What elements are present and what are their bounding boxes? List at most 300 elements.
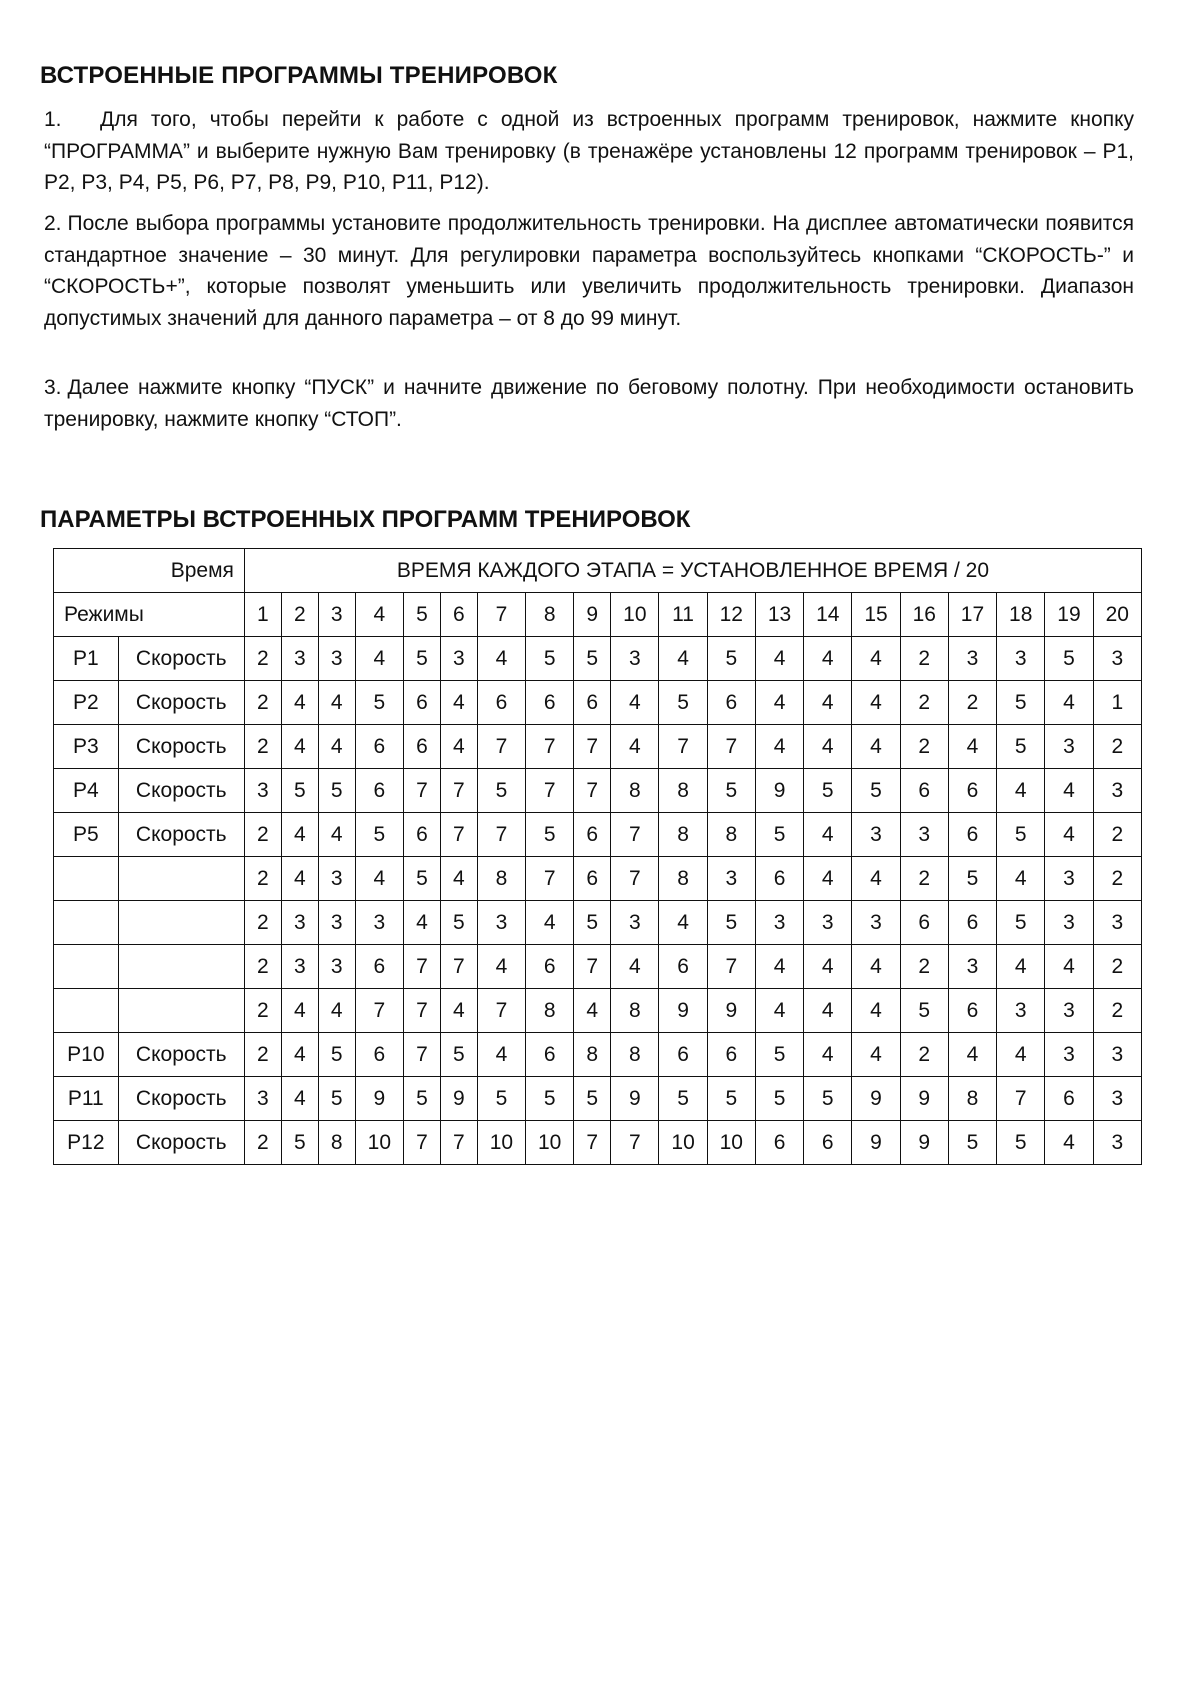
table-body (54, 549, 1142, 1165)
speed-value-cell: 4 (281, 1077, 318, 1121)
speed-value-cell: 2 (244, 857, 281, 901)
instruction-paragraph-2 (44, 208, 1134, 334)
speed-value-cell: 5 (804, 1077, 852, 1121)
speed-value-cell: 8 (659, 769, 707, 813)
speed-value-cell: 3 (1093, 637, 1141, 681)
speed-value-cell: 3 (997, 989, 1045, 1033)
speed-value-cell: 4 (804, 725, 852, 769)
metric-label-cell: Скорость (118, 1077, 244, 1121)
program-name-cell (54, 857, 119, 901)
speed-value-cell: 5 (997, 813, 1045, 857)
speed-value-cell: 3 (318, 945, 355, 989)
speed-value-cell: 5 (526, 1077, 574, 1121)
metric-label-cell: Скорость (118, 725, 244, 769)
speed-value-cell: 4 (755, 725, 803, 769)
speed-value-cell: 4 (659, 901, 707, 945)
program-name-cell: P11 (54, 1077, 119, 1121)
metric-label-cell (118, 989, 244, 1033)
speed-value-cell: 5 (574, 1077, 611, 1121)
speed-value-cell: 4 (440, 857, 477, 901)
speed-value-cell: 4 (804, 813, 852, 857)
speed-value-cell: 4 (281, 989, 318, 1033)
speed-value-cell: 3 (611, 901, 659, 945)
speed-value-cell: 4 (281, 1033, 318, 1077)
stage-number-cell: 2 (281, 593, 318, 637)
speed-value-cell: 4 (477, 1033, 525, 1077)
paragraph-text: Далее нажмите кнопку “ПУСК” и начните движение по беговому полотну. При необходимости остановить тренировку, нажмите кнопку “СТОП”. (44, 376, 1134, 431)
speed-value-cell: 4 (318, 681, 355, 725)
speed-value-cell: 4 (659, 637, 707, 681)
speed-value-cell: 5 (707, 637, 755, 681)
speed-value-cell: 4 (948, 725, 996, 769)
speed-value-cell: 4 (1045, 681, 1093, 725)
program-row (54, 857, 1142, 901)
speed-value-cell: 4 (318, 989, 355, 1033)
stage-number-cell: 8 (526, 593, 574, 637)
speed-value-cell: 7 (355, 989, 403, 1033)
speed-value-cell: 10 (355, 1121, 403, 1165)
program-name-cell: P1 (54, 637, 119, 681)
speed-value-cell: 5 (318, 769, 355, 813)
speed-value-cell: 4 (997, 769, 1045, 813)
speed-value-cell: 9 (852, 1077, 900, 1121)
program-name-cell: P5 (54, 813, 119, 857)
speed-value-cell: 5 (659, 1077, 707, 1121)
speed-value-cell: 4 (804, 681, 852, 725)
speed-value-cell: 3 (318, 901, 355, 945)
stage-number-cell: 3 (318, 593, 355, 637)
speed-value-cell: 4 (852, 1033, 900, 1077)
speed-value-cell: 4 (611, 945, 659, 989)
speed-value-cell: 4 (755, 637, 803, 681)
speed-value-cell: 5 (318, 1033, 355, 1077)
speed-value-cell: 6 (707, 1033, 755, 1077)
speed-value-cell: 3 (611, 637, 659, 681)
instruction-paragraph-3 (44, 372, 1134, 435)
speed-value-cell: 3 (281, 945, 318, 989)
speed-value-cell: 6 (526, 681, 574, 725)
speed-value-cell: 6 (574, 857, 611, 901)
speed-value-cell: 4 (355, 637, 403, 681)
speed-value-cell: 7 (574, 1121, 611, 1165)
speed-value-cell: 6 (355, 725, 403, 769)
metric-label-cell (118, 945, 244, 989)
speed-value-cell: 3 (900, 813, 948, 857)
speed-value-cell: 4 (1045, 1121, 1093, 1165)
speed-value-cell: 5 (403, 857, 440, 901)
speed-value-cell: 8 (948, 1077, 996, 1121)
speed-value-cell: 4 (281, 681, 318, 725)
stage-number-cell: 10 (611, 593, 659, 637)
speed-value-cell: 4 (281, 813, 318, 857)
speed-value-cell: 7 (611, 813, 659, 857)
speed-value-cell: 8 (574, 1033, 611, 1077)
speed-value-cell: 5 (574, 637, 611, 681)
stage-number-cell: 4 (355, 593, 403, 637)
speed-value-cell: 4 (755, 989, 803, 1033)
speed-value-cell: 3 (755, 901, 803, 945)
speed-value-cell: 4 (997, 1033, 1045, 1077)
stage-number-cell: 11 (659, 593, 707, 637)
speed-value-cell: 5 (852, 769, 900, 813)
speed-value-cell: 4 (852, 945, 900, 989)
speed-value-cell: 5 (997, 901, 1045, 945)
speed-value-cell: 7 (440, 813, 477, 857)
paragraph-text: После выбора программы установите продолжительность тренировки. На дисплее автоматически появится стандартное значение – 30 минут. Для регулировки параметра воспользуйтесь кнопками “СКОРОСТЬ-” и “СКОРОСТЬ+”, которые позволят уменьшить или увеличить продолжительность тренировки. Диапазон допустимых значений для данного параметра – от 8 до 99 минут. (44, 212, 1134, 330)
program-name-cell: P12 (54, 1121, 119, 1165)
speed-value-cell: 7 (526, 725, 574, 769)
speed-value-cell: 5 (804, 769, 852, 813)
speed-value-cell: 2 (244, 813, 281, 857)
metric-label-cell (118, 901, 244, 945)
speed-value-cell: 6 (403, 681, 440, 725)
metric-label-cell: Скорость (118, 637, 244, 681)
speed-value-cell: 3 (477, 901, 525, 945)
program-row (54, 725, 1142, 769)
speed-value-cell: 6 (755, 1121, 803, 1165)
speed-value-cell: 3 (244, 769, 281, 813)
header-row-time (54, 549, 1142, 593)
speed-value-cell: 7 (477, 813, 525, 857)
speed-value-cell: 8 (611, 989, 659, 1033)
instruction-paragraph-1 (44, 104, 1134, 199)
speed-value-cell: 4 (852, 857, 900, 901)
stage-number-cell: 16 (900, 593, 948, 637)
speed-value-cell: 7 (997, 1077, 1045, 1121)
speed-value-cell: 4 (997, 945, 1045, 989)
speed-value-cell: 9 (659, 989, 707, 1033)
speed-value-cell: 5 (948, 1121, 996, 1165)
speed-value-cell: 5 (526, 813, 574, 857)
speed-value-cell: 2 (244, 945, 281, 989)
speed-value-cell: 7 (611, 857, 659, 901)
speed-value-cell: 4 (804, 989, 852, 1033)
speed-value-cell: 5 (755, 1077, 803, 1121)
program-name-cell: P10 (54, 1033, 119, 1077)
section-title-builtin-programs: ВСТРОЕННЫЕ ПРОГРАММЫ ТРЕНИРОВОК (40, 62, 558, 89)
speed-value-cell: 7 (611, 1121, 659, 1165)
speed-value-cell: 5 (997, 725, 1045, 769)
speed-value-cell: 5 (659, 681, 707, 725)
speed-value-cell: 4 (1045, 769, 1093, 813)
program-name-cell (54, 901, 119, 945)
speed-value-cell: 5 (355, 813, 403, 857)
speed-value-cell: 10 (526, 1121, 574, 1165)
speed-value-cell: 4 (852, 681, 900, 725)
speed-value-cell: 5 (997, 1121, 1045, 1165)
metric-label-cell: Скорость (118, 1033, 244, 1077)
stage-number-cell: 6 (440, 593, 477, 637)
stage-number-cell: 13 (755, 593, 803, 637)
metric-label-cell: Скорость (118, 681, 244, 725)
speed-value-cell: 2 (244, 681, 281, 725)
speed-value-cell: 5 (574, 901, 611, 945)
speed-value-cell: 9 (900, 1121, 948, 1165)
speed-value-cell: 2 (244, 637, 281, 681)
speed-value-cell: 5 (707, 1077, 755, 1121)
speed-value-cell: 6 (477, 681, 525, 725)
speed-value-cell: 7 (574, 769, 611, 813)
section-title-program-parameters: ПАРАМЕТРЫ ВСТРОЕННЫХ ПРОГРАММ ТРЕНИРОВОК (40, 506, 691, 533)
speed-value-cell: 6 (526, 1033, 574, 1077)
speed-value-cell: 7 (403, 769, 440, 813)
speed-value-cell: 9 (355, 1077, 403, 1121)
speed-value-cell: 6 (900, 901, 948, 945)
speed-value-cell: 3 (244, 1077, 281, 1121)
speed-value-cell: 8 (318, 1121, 355, 1165)
speed-value-cell: 1 (1093, 681, 1141, 725)
speed-value-cell: 6 (948, 989, 996, 1033)
speed-value-cell: 6 (355, 945, 403, 989)
speed-value-cell: 6 (355, 769, 403, 813)
speed-value-cell: 5 (440, 1033, 477, 1077)
speed-value-cell: 6 (574, 813, 611, 857)
speed-value-cell: 2 (244, 901, 281, 945)
program-parameters-table (53, 548, 1142, 1165)
speed-value-cell: 5 (707, 901, 755, 945)
speed-value-cell: 4 (1045, 945, 1093, 989)
speed-value-cell: 4 (440, 989, 477, 1033)
speed-value-cell: 4 (526, 901, 574, 945)
speed-value-cell: 2 (900, 637, 948, 681)
speed-value-cell: 6 (574, 681, 611, 725)
speed-value-cell: 2 (244, 989, 281, 1033)
paragraph-number: 3. (44, 376, 62, 399)
speed-value-cell: 4 (477, 945, 525, 989)
speed-value-cell: 4 (852, 989, 900, 1033)
speed-value-cell: 7 (574, 945, 611, 989)
speed-value-cell: 4 (440, 725, 477, 769)
speed-value-cell: 5 (440, 901, 477, 945)
speed-value-cell: 6 (403, 813, 440, 857)
speed-value-cell: 9 (440, 1077, 477, 1121)
speed-value-cell: 9 (707, 989, 755, 1033)
speed-value-cell: 3 (948, 945, 996, 989)
speed-value-cell: 6 (755, 857, 803, 901)
speed-value-cell: 4 (611, 725, 659, 769)
speed-value-cell: 4 (852, 725, 900, 769)
speed-value-cell: 3 (1093, 1033, 1141, 1077)
speed-value-cell: 2 (900, 945, 948, 989)
speed-value-cell: 3 (1045, 725, 1093, 769)
speed-value-cell: 3 (1093, 901, 1141, 945)
speed-value-cell: 4 (477, 637, 525, 681)
speed-value-cell: 6 (900, 769, 948, 813)
speed-value-cell: 7 (440, 769, 477, 813)
speed-value-cell: 6 (804, 1121, 852, 1165)
speed-value-cell: 5 (403, 637, 440, 681)
speed-value-cell: 3 (1045, 857, 1093, 901)
speed-value-cell: 9 (900, 1077, 948, 1121)
speed-value-cell: 8 (611, 769, 659, 813)
speed-value-cell: 6 (526, 945, 574, 989)
speed-value-cell: 5 (997, 681, 1045, 725)
speed-value-cell: 2 (1093, 813, 1141, 857)
stage-number-cell: 17 (948, 593, 996, 637)
stage-number-cell: 5 (403, 593, 440, 637)
paragraph-number: 2. (44, 212, 62, 235)
speed-value-cell: 7 (403, 989, 440, 1033)
program-row (54, 989, 1142, 1033)
speed-value-cell: 2 (244, 725, 281, 769)
stage-number-cell: 18 (997, 593, 1045, 637)
speed-value-cell: 2 (900, 725, 948, 769)
speed-value-cell: 3 (948, 637, 996, 681)
speed-value-cell: 5 (477, 769, 525, 813)
speed-value-cell: 5 (948, 857, 996, 901)
speed-value-cell: 3 (1093, 769, 1141, 813)
speed-value-cell: 2 (900, 1033, 948, 1077)
speed-value-cell: 2 (900, 681, 948, 725)
speed-value-cell: 4 (804, 857, 852, 901)
program-row (54, 769, 1142, 813)
speed-value-cell: 5 (1045, 637, 1093, 681)
speed-value-cell: 9 (852, 1121, 900, 1165)
speed-value-cell: 2 (1093, 725, 1141, 769)
speed-value-cell: 2 (900, 857, 948, 901)
speed-value-cell: 4 (574, 989, 611, 1033)
speed-value-cell: 8 (659, 857, 707, 901)
speed-value-cell: 5 (355, 681, 403, 725)
speed-value-cell: 6 (355, 1033, 403, 1077)
speed-value-cell: 7 (526, 769, 574, 813)
modes-label-cell: Режимы (54, 593, 245, 637)
speed-value-cell: 4 (804, 637, 852, 681)
speed-value-cell: 7 (403, 945, 440, 989)
speed-value-cell: 7 (526, 857, 574, 901)
speed-value-cell: 10 (707, 1121, 755, 1165)
metric-label-cell: Скорость (118, 1121, 244, 1165)
speed-value-cell: 4 (318, 813, 355, 857)
speed-value-cell: 3 (1045, 989, 1093, 1033)
stage-number-cell: 15 (852, 593, 900, 637)
speed-value-cell: 3 (318, 857, 355, 901)
speed-value-cell: 5 (526, 637, 574, 681)
stage-duration-header: ВРЕМЯ КАЖДОГО ЭТАПА = УСТАНОВЛЕННОЕ ВРЕМЯ / 20 (244, 549, 1141, 593)
program-row (54, 901, 1142, 945)
speed-value-cell: 6 (948, 901, 996, 945)
speed-value-cell: 5 (900, 989, 948, 1033)
metric-label-cell: Скорость (118, 813, 244, 857)
speed-value-cell: 2 (1093, 945, 1141, 989)
speed-value-cell: 4 (355, 857, 403, 901)
speed-value-cell: 5 (403, 1077, 440, 1121)
speed-value-cell: 9 (755, 769, 803, 813)
speed-value-cell: 8 (707, 813, 755, 857)
speed-value-cell: 2 (244, 1033, 281, 1077)
speed-value-cell: 10 (659, 1121, 707, 1165)
speed-value-cell: 7 (574, 725, 611, 769)
speed-value-cell: 4 (804, 945, 852, 989)
program-name-cell: P2 (54, 681, 119, 725)
speed-value-cell: 3 (281, 901, 318, 945)
speed-value-cell: 4 (281, 725, 318, 769)
stage-number-cell: 1 (244, 593, 281, 637)
speed-value-cell: 3 (707, 857, 755, 901)
program-name-cell (54, 945, 119, 989)
speed-value-cell: 5 (281, 1121, 318, 1165)
speed-value-cell: 4 (755, 945, 803, 989)
speed-value-cell: 7 (707, 725, 755, 769)
speed-value-cell: 10 (477, 1121, 525, 1165)
speed-value-cell: 3 (440, 637, 477, 681)
speed-value-cell: 3 (318, 637, 355, 681)
speed-value-cell: 6 (707, 681, 755, 725)
program-row (54, 813, 1142, 857)
time-label-cell: Время (54, 549, 245, 593)
speed-value-cell: 6 (948, 813, 996, 857)
speed-value-cell: 4 (852, 637, 900, 681)
speed-value-cell: 3 (281, 637, 318, 681)
speed-value-cell: 7 (477, 725, 525, 769)
speed-value-cell: 5 (281, 769, 318, 813)
speed-value-cell: 8 (611, 1033, 659, 1077)
stage-number-cell: 19 (1045, 593, 1093, 637)
speed-value-cell: 5 (707, 769, 755, 813)
paragraph-text: Для того, чтобы перейти к работе с одной из встроенных программ тренировок, нажмите кнопку “ПРОГРАММА” и выберите нужную Вам тренировку (в тренажёре установлены 12 программ тренировок – P1, P2, P3, P4, P5, P6, P7, P8, P9, P10, P11, P12). (44, 108, 1134, 194)
speed-value-cell: 4 (948, 1033, 996, 1077)
speed-value-cell: 3 (355, 901, 403, 945)
speed-value-cell: 7 (403, 1033, 440, 1077)
speed-value-cell: 2 (948, 681, 996, 725)
program-row (54, 637, 1142, 681)
paragraph-number: 1. (44, 108, 62, 131)
program-name-cell: P4 (54, 769, 119, 813)
speed-value-cell: 3 (852, 813, 900, 857)
speed-value-cell: 2 (244, 1121, 281, 1165)
speed-value-cell: 6 (948, 769, 996, 813)
speed-value-cell: 2 (1093, 857, 1141, 901)
speed-value-cell: 3 (1045, 1033, 1093, 1077)
speed-value-cell: 4 (611, 681, 659, 725)
speed-value-cell: 3 (997, 637, 1045, 681)
speed-value-cell: 9 (611, 1077, 659, 1121)
speed-value-cell: 5 (318, 1077, 355, 1121)
speed-value-cell: 6 (659, 1033, 707, 1077)
speed-value-cell: 6 (403, 725, 440, 769)
program-row (54, 1077, 1142, 1121)
speed-value-cell: 3 (804, 901, 852, 945)
stage-number-cell: 7 (477, 593, 525, 637)
speed-value-cell: 7 (440, 1121, 477, 1165)
program-name-cell (54, 989, 119, 1033)
speed-value-cell: 2 (1093, 989, 1141, 1033)
speed-value-cell: 3 (1093, 1121, 1141, 1165)
speed-value-cell: 8 (477, 857, 525, 901)
speed-value-cell: 4 (318, 725, 355, 769)
speed-value-cell: 4 (440, 681, 477, 725)
speed-value-cell: 4 (281, 857, 318, 901)
program-row (54, 1121, 1142, 1165)
header-row-stages (54, 593, 1142, 637)
speed-value-cell: 7 (659, 725, 707, 769)
speed-value-cell: 4 (1045, 813, 1093, 857)
speed-value-cell: 7 (403, 1121, 440, 1165)
stage-number-cell: 12 (707, 593, 755, 637)
stage-number-cell: 20 (1093, 593, 1141, 637)
speed-value-cell: 4 (997, 857, 1045, 901)
speed-value-cell: 4 (804, 1033, 852, 1077)
program-row (54, 945, 1142, 989)
speed-value-cell: 8 (526, 989, 574, 1033)
speed-value-cell: 6 (1045, 1077, 1093, 1121)
speed-value-cell: 3 (1093, 1077, 1141, 1121)
stage-number-cell: 9 (574, 593, 611, 637)
speed-value-cell: 7 (707, 945, 755, 989)
speed-value-cell: 4 (755, 681, 803, 725)
stage-number-cell: 14 (804, 593, 852, 637)
speed-value-cell: 7 (440, 945, 477, 989)
